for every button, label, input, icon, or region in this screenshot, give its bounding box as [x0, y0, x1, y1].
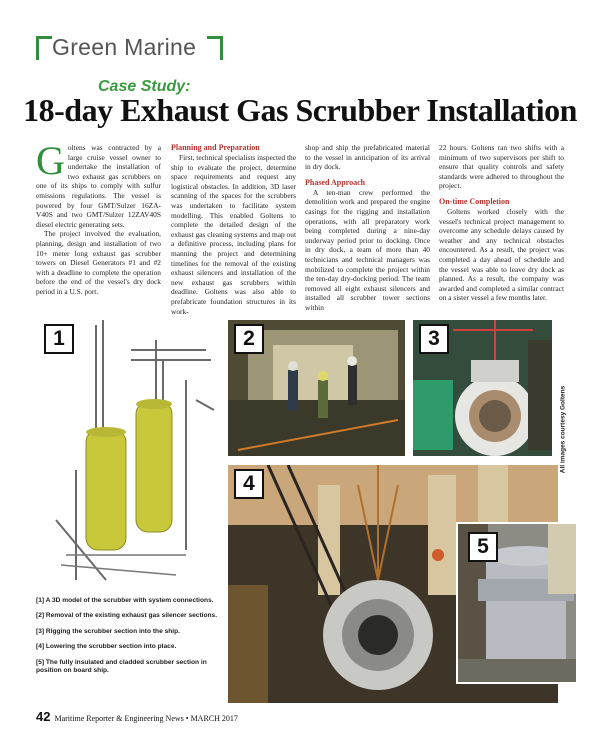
section-label: Green Marine	[52, 34, 197, 60]
figure-number: 5	[468, 532, 498, 562]
figure-1-3d-model	[36, 320, 218, 588]
caption: [3] Rigging the scrubber section into the ship.	[36, 627, 180, 635]
figure-captions	[36, 597, 226, 682]
figure-number: 1	[44, 324, 74, 354]
figure-3-rigging	[413, 320, 552, 456]
article-paragraph: shop and ship the prefabricated material to the vessel in anticipation of its arrival in dry dock.	[305, 143, 430, 172]
caption: [4] Lowering the scrubber section into place.	[36, 643, 177, 651]
article-column-1	[36, 138, 161, 297]
caption: [5] The fully insulated and cladded scrubber section in position on board ship.	[36, 658, 207, 675]
page-title: 18-day Exhaust Gas Scrubber Installation	[23, 92, 577, 128]
figure-5-insulated-scrubber	[456, 522, 578, 684]
figure-2-silencer-removal	[228, 320, 405, 456]
section-heading: On-time Completion	[439, 196, 510, 206]
photo-credit-text: All images courtesy Goltens	[559, 385, 567, 474]
article-paragraph: First, technical specialists inspected the ship to evaluate the project, determine space requirements and request any logistical obstacles. In addition, 3D laser scanning of the spaces for the scrubbers was undertaken to facilitate system modelling. This enabled Goltens to complete the detailed design of the exhaust gas cleaning systems and map out a definitive process, including plans for manning the project and determining timelines for the removal of the existing exhaust silencers and installation of the new exhaust gas scrubbers within deadline. Goltens was also able to prefabricate foundation structures in its work-	[171, 153, 296, 316]
publication-line: Maritime Reporter & Engineering News • MARCH 2017	[54, 714, 238, 723]
article-paragraph: Goltens worked closely with the vessel's technical project management to overcome any schedule delays caused by weather and any technical obstacles encountered. As a result, the project was completed a day ahead of schedule and the vessel was able to leave dry dock as planned. As a result, the company was awarded and completed a similar contract on a sister vessel a few months later.	[439, 206, 564, 303]
article-paragraph	[36, 138, 161, 229]
figure-number: 2	[234, 324, 264, 354]
header-bracket-left	[36, 36, 52, 60]
dropcap: G	[36, 138, 65, 183]
article-paragraph: The project involved the evaluation, planning, design and installation of two 10+ meter long exhaust gas scrubber towers on Diesel Generators #1 and #2 with a deadline to complete the operation before the end of the vessel's dry dock period in a U.S. port.	[36, 229, 161, 296]
caption: [2] Removal of the existing exhaust gas silencer sections.	[36, 612, 218, 620]
article-column-4	[439, 143, 564, 303]
page-number: 42	[36, 709, 51, 724]
section-heading: Phased Approach	[305, 177, 366, 187]
photo-credit	[556, 385, 570, 478]
paragraph-text: oltens was contracted by a large cruise vessel owner to undertake the installation of two exhaust gas scrubbers on one of its ships to comply with sulfur emissions regulations. The vessel is powered by four GMT/Sulzer 16ZA-V40S and two GMT/Sulzer 12ZAV40S diesel electric generating sets.	[36, 143, 161, 229]
figure-number: 3	[419, 324, 449, 354]
header-bracket-right	[207, 36, 223, 60]
section-heading: Planning and Preparation	[171, 143, 260, 152]
article-paragraph: 22 hours. Goltens ran two shifts with a minimum of two supervisors per shift to ensure that quality controls and safety standards were adhered to throughout the project.	[439, 143, 564, 191]
figure-number: 4	[234, 469, 264, 499]
caption: [1] A 3D model of the scrubber with system connections.	[36, 597, 214, 604]
page-footer	[36, 709, 238, 724]
article-column-3	[305, 143, 430, 313]
article-paragraph: A ten-man crew performed the demolition work and prepared the engine casings for the rigging and installation operations, with all preparatory work being completed during a nine-day underway period prior to docking. Once in dry dock, a team of more than 40 technicians and technical managers was mobilized to complete the project within the ten-day dry-docking period. The team removed all eight exhaust silencers and installed all scrubber tower sections within	[305, 187, 430, 312]
kicker: Case Study:	[98, 78, 191, 95]
article-column-2	[171, 143, 296, 316]
